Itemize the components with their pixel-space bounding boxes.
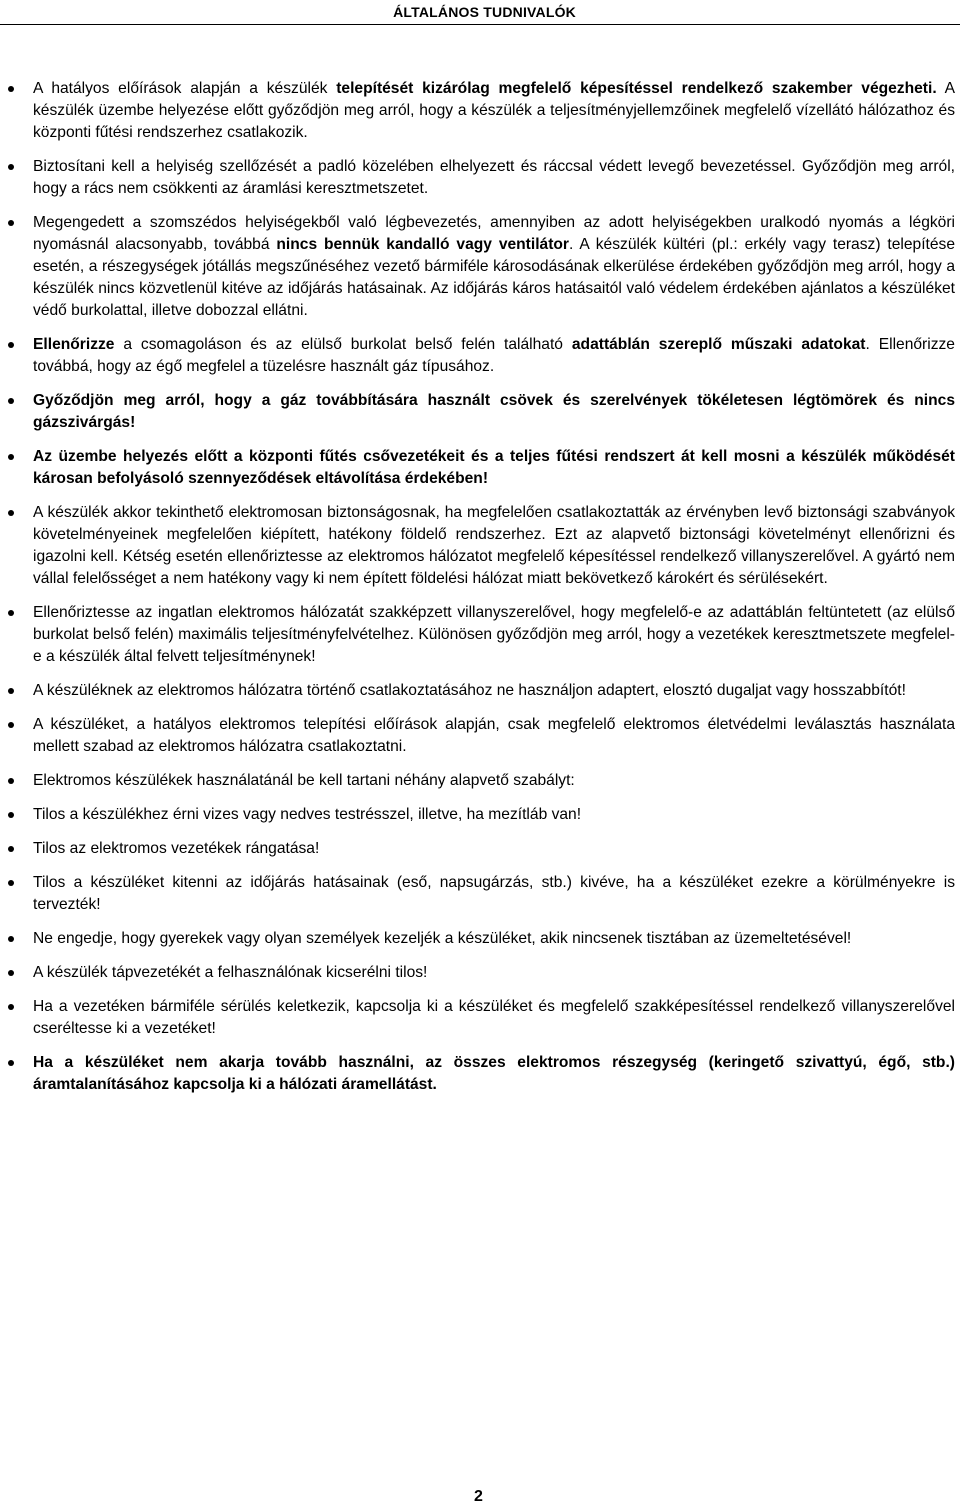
body-text: Ellenőriztesse az ingatlan elektromos hálózatát szakképzett villanyszerelővel, hogy megfelelő-e az adattáblán feltüntetett (az elülső burkolat belső felén) maximális teljesítményfelvételhez. Különösen győződjön meg arról, hogy a vezetékek keresztmetszete megfelel-e a készülék által felvett teljesítménynek!	[33, 604, 955, 665]
bullet-icon	[8, 398, 14, 404]
body-text: A hatályos előírások alapján a készülék	[33, 80, 337, 97]
bullet-icon	[8, 220, 14, 226]
body-text: Ne engedje, hogy gyerekek vagy olyan személyek kezeljék a készüléket, akik nincsenek tisztában az üzemeltetésével!	[33, 930, 852, 947]
bullet-icon	[8, 688, 14, 694]
bullet-icon	[8, 86, 14, 92]
bold-text: Az üzembe helyezés előtt a központi fűtés csővezetékeit és a teljes fűtési rendszert át kell mosni a készülék működését károsan befolyásoló szennyeződések eltávolítása érdekében!	[33, 448, 955, 487]
body-text: a csomagoláson és az elülső burkolat belső felén található	[114, 336, 572, 353]
body-text: Biztosítani kell a helyiség szellőzését a padló közelében elhelyezett és ráccsal védett levegő bevezetéssel. Győződjön meg arról, hogy a rács nem csökkenti az áramlási keresztmetszetet.	[33, 158, 955, 197]
bold-text: telepítését kizárólag megfelelő képesítéssel rendelkező szakember végezheti.	[336, 80, 937, 97]
page-number: 2	[474, 1488, 483, 1505]
body-text: Tilos az elektromos vezetékek rángatása!	[33, 840, 320, 857]
bullet-icon	[8, 610, 14, 616]
bullet-icon	[8, 722, 14, 728]
bullet-icon	[8, 936, 14, 942]
bullet-list	[0, 78, 960, 1096]
body-text: A készüléket, a hatályos elektromos telepítési előírások alapján, csak megfelelő elektromos életvédelmi leválasztás használata mellett szabad az elektromos hálózatra csatlakoztatni.	[33, 716, 955, 755]
bullet-item	[0, 680, 960, 702]
bullet-item	[0, 156, 960, 200]
bold-text: Ha a készüléket nem akarja tovább használni, az összes elektromos részegység (keringető szivattyú, égő, stb.) áramtalanításához kapcsolja ki a hálózati áramellátást.	[33, 1054, 955, 1093]
bold-text: Győződjön meg arról, hogy a gáz továbbítására használt csövek és szerelvények tökéletesen légtömörek és nincs gázszivárgás!	[33, 392, 955, 431]
bullet-item	[0, 212, 960, 322]
bullet-item	[0, 996, 960, 1040]
bullet-item	[0, 1052, 960, 1096]
body-text: Ha a vezetéken bármiféle sérülés keletkezik, kapcsolja ki a készüléket és megfelelő szakképesítéssel rendelkező villanyszerelővel cseréltesse ki a vezetéket!	[33, 998, 955, 1037]
bullet-item	[0, 78, 960, 144]
bullet-icon	[8, 342, 14, 348]
document-body	[0, 78, 960, 1108]
bullet-item	[0, 928, 960, 950]
bullet-icon	[8, 846, 14, 852]
body-text: Elektromos készülékek használatánál be kell tartani néhány alapvető szabályt:	[33, 772, 575, 789]
body-text: A készülék üzembe helyezése előtt győződjön meg arról, hogy a készülék a teljesítményjellemzőinek megfelelő vízellátó hálózathoz és központi fűtési rendszerhez csatlakozik.	[33, 80, 955, 141]
bullet-item	[0, 962, 960, 984]
bullet-icon	[8, 778, 14, 784]
body-text: A készülék tápvezetékét a felhasználónak kicserélni tilos!	[33, 964, 428, 981]
bold-text: Ellenőrizze	[33, 336, 115, 353]
bullet-icon	[8, 1060, 14, 1066]
body-text: . Ellenőrizze továbbá, hogy az égő megfelel a tüzelésre használt gáz típusához.	[33, 336, 955, 375]
bullet-icon	[8, 164, 14, 170]
bullet-icon	[8, 880, 14, 886]
body-text: A készülék akkor tekinthető elektromosan biztonságosnak, ha megfelelően csatlakoztatták az érvényben levő biztonsági szabványok követelményeinek megfelelően kiépített, hatékony földelő rendszerhez. Ezt az alapvető biztonsági követelményt ellenőrizni és igazolni kell. Kétség esetén ellenőriztesse az elektromos hálózatot megfelelő képesítéssel rendelkező villanyszerelővel. A gyártó nem vállal felelősséget a nem hatékony vagy ki nem épített földelési hálózat miatt bekövetkező károkért és sérülésekért.	[33, 504, 955, 587]
bullet-icon	[8, 812, 14, 818]
bullet-item	[0, 838, 960, 860]
bullet-item	[0, 446, 960, 490]
bullet-item	[0, 390, 960, 434]
bullet-item	[0, 714, 960, 758]
bullet-icon	[8, 510, 14, 516]
bold-text: adattáblán szereplő műszaki adatokat	[571, 336, 866, 353]
bold-text: nincs bennük kandalló vagy ventilátor	[276, 236, 570, 253]
bullet-item	[0, 804, 960, 826]
bullet-item	[0, 334, 960, 378]
header-divider	[0, 24, 960, 25]
body-text: Megengedett a szomszédos helyiségekből való légbevezetés, amennyiben az adott helyiségekben uralkodó nyomás a légköri nyomásnál alacsonyabb, továbbá	[33, 214, 955, 253]
bullet-icon	[8, 454, 14, 460]
body-text: A készüléknek az elektromos hálózatra történő csatlakoztatásához ne használjon adaptert, elosztó dugaljat vagy hosszabbítót!	[33, 682, 906, 699]
page-header	[0, 0, 960, 28]
bullet-item	[0, 602, 960, 668]
bullet-item	[0, 770, 960, 792]
body-text: . A készülék kültéri (pl.: erkély vagy terasz) telepítése esetén, a részegységek jótállás megszűnéséhez vezető bármiféle károsodásának elkerülése érdekében győződjön meg arról, hogy a készülék nincs közvetlenül kitéve az időjárás hatásainak. Az időjárás káros hatásaitól való védelem érdekében ajánlatos a készüléket védő burkolattal, illetve dobozzal ellátni.	[33, 236, 956, 319]
bullet-icon	[8, 970, 14, 976]
body-text: Tilos a készüléket kitenni az időjárás hatásainak (eső, napsugárzás, stb.) kivéve, ha a készüléket ezekre a körülményekre is tervezték!	[33, 874, 955, 913]
page-header-title: ÁLTALÁNOS TUDNIVALÓK	[393, 4, 576, 20]
bullet-item	[0, 502, 960, 590]
bullet-icon	[8, 1004, 14, 1010]
body-text: Tilos a készülékhez érni vizes vagy nedves testrésszel, illetve, ha mezítláb van!	[33, 806, 582, 823]
bullet-item	[0, 872, 960, 916]
